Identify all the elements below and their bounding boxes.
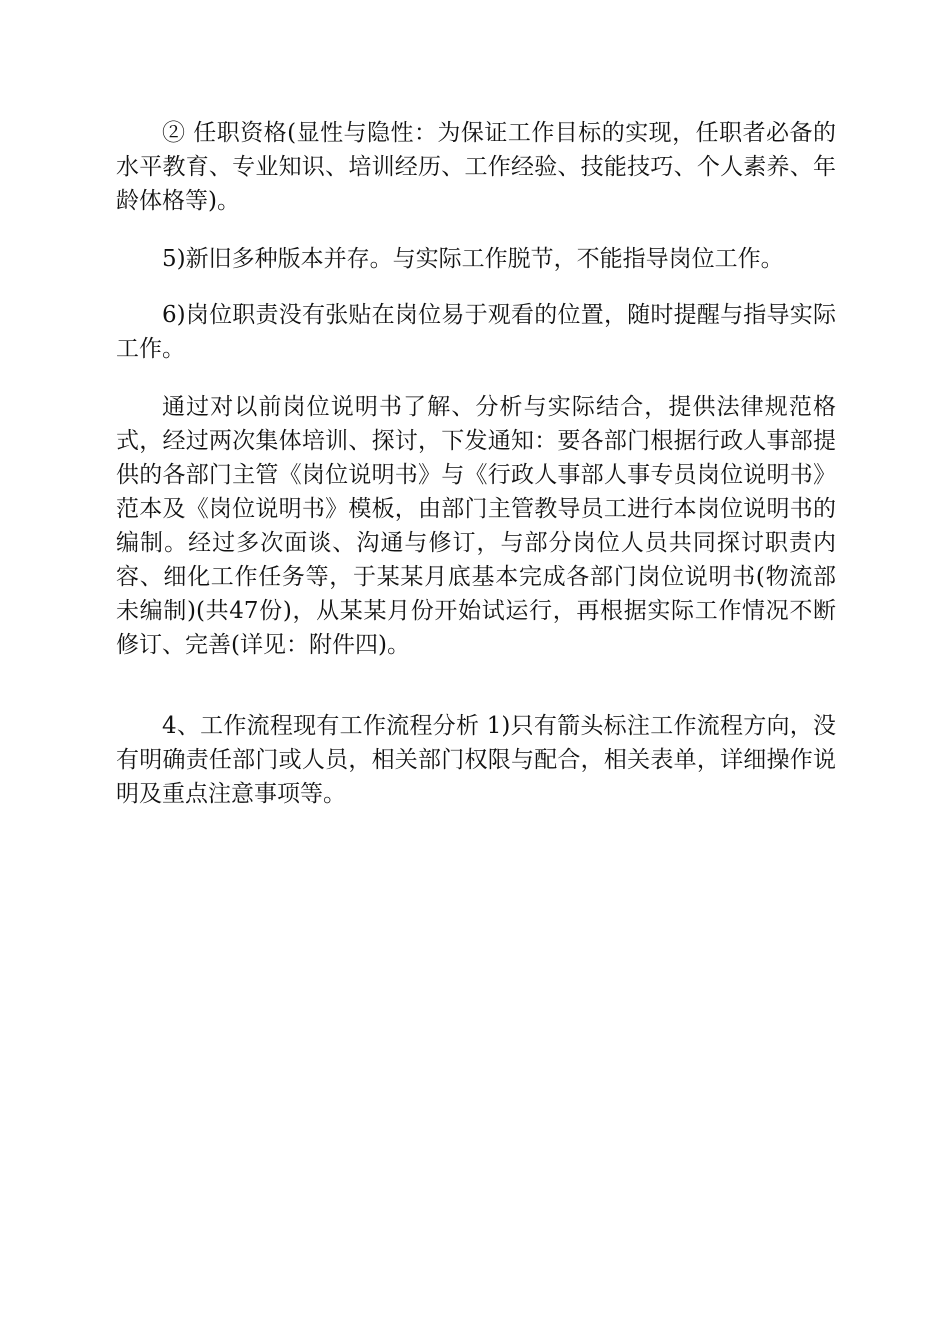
- paragraph-item-6: 6)岗位职责没有张贴在岗位易于观看的位置，随时提醒与指导实际工作。: [116, 302, 836, 362]
- paragraph-job-description-process: 通过对以前岗位说明书了解、分析与实际结合，提供法律规范格式，经过两次集体培训、探讨，下发通知：要各部门根据行政人事部提供的各部门主管《岗位说明书》与《行政人事部人事专员岗位说明书》范本及《岗位说明书》模板，由部门主管教导员工进行本岗位说明书的编制。经过多次面谈、沟通与修订，与部分岗位人员共同探讨职责内容、细化工作任务等，于某某月底基本完成各部门岗位说明书(物流部未编制)(共47份)，从某某月份开始试运行，再根据实际工作情况不断修订、完善(详见：附件四)。: [116, 394, 836, 658]
- paragraph-qualifications: ② 任职资格(显性与隐性：为保证工作目标的实现，任职者必备的水平教育、专业知识、培训经历、工作经验、技能技巧、个人素养、年龄体格等)。: [116, 120, 836, 214]
- paragraph-item-5: 5)新旧多种版本并存。与实际工作脱节，不能指导岗位工作。: [162, 246, 784, 272]
- paragraph-workflow-analysis: 4、工作流程现有工作流程分析 1)只有箭头标注工作流程方向，没有明确责任部门或人员，相关部门权限与配合，相关表单，详细操作说明及重点注意事项等。: [116, 713, 836, 807]
